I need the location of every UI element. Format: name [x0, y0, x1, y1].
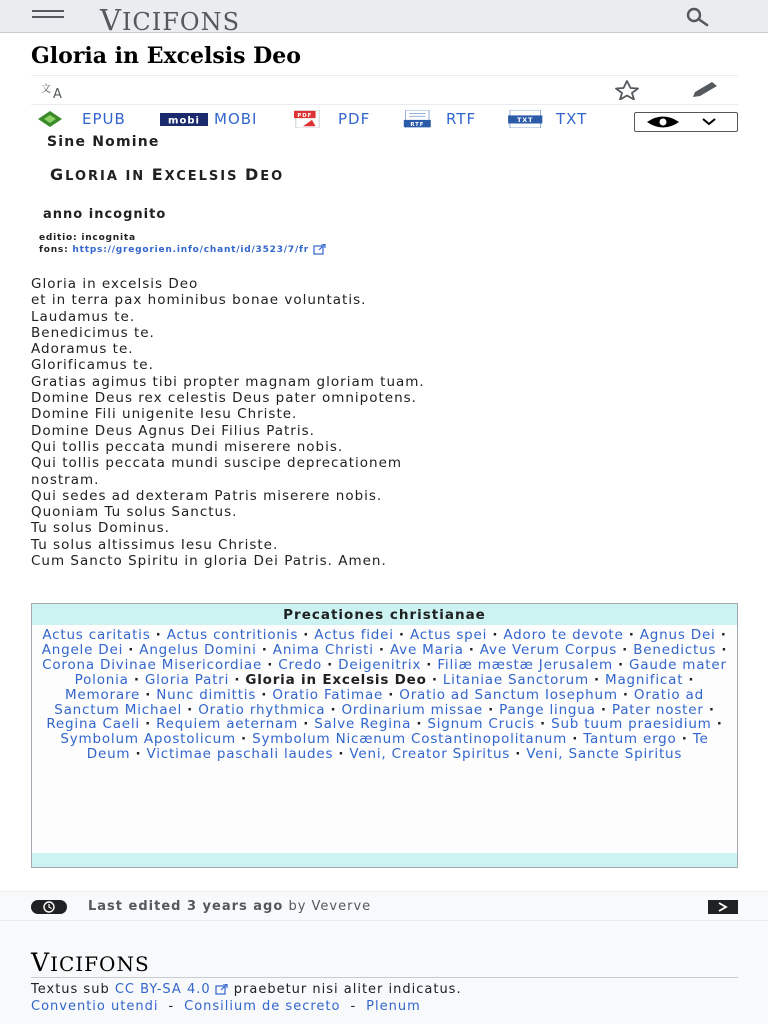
- navbox-separator: ·: [135, 746, 142, 763]
- export-rtf-label: RTF: [446, 110, 477, 128]
- export-mobi-link[interactable]: [160, 110, 257, 128]
- hymn-line: Adoramus te.: [31, 341, 134, 358]
- navbox-link[interactable]: Regina Caeli: [46, 716, 140, 733]
- footer: [0, 921, 768, 1024]
- hymn-line: Domine Fili unigenite Iesu Christe.: [31, 406, 298, 423]
- pdf-badge-text: PDF: [297, 113, 313, 120]
- export-rtf-link[interactable]: [400, 110, 476, 128]
- navbox-separator: ·: [261, 686, 268, 703]
- navbox-separator: ·: [303, 627, 310, 643]
- footer-separator: -: [350, 999, 357, 1014]
- hymn-line: Domine Deus rex celestis Deus pater omnipotens.: [31, 390, 417, 407]
- year-label: anno incognito: [43, 207, 167, 222]
- heading-part-xcelsis: XCELSIS: [164, 169, 245, 184]
- navbox-separator: ·: [431, 671, 438, 688]
- navbox-link[interactable]: Actus spei: [409, 627, 488, 643]
- actions-divider: [31, 104, 738, 105]
- navbox-separator: ·: [261, 641, 268, 658]
- navbox-link[interactable]: Victimae paschali laudes: [146, 746, 334, 763]
- footer-wordmark[interactable]: [31, 948, 150, 977]
- svg-text:文: 文: [41, 84, 51, 95]
- prayers-navbox: [31, 603, 738, 868]
- navbox-link[interactable]: Actus fidei: [314, 627, 394, 643]
- hymn-line: Gloria in excelsis Deo: [31, 276, 199, 292]
- navbox-separator: ·: [187, 701, 194, 718]
- last-edited-by: by: [288, 899, 307, 914]
- navbox-separator: ·: [128, 641, 135, 658]
- editio-label: editio:: [39, 233, 78, 243]
- last-edited-text: [88, 899, 371, 914]
- navbox-link[interactable]: Symbolum Nicænum Costantinopolitanum: [252, 731, 568, 748]
- hymn-line: Domine Deus Agnus Dei Filius Patris.: [31, 422, 315, 439]
- menu-icon[interactable]: [32, 10, 66, 24]
- hymn-line: Gratias agimus tibi propter magnam gloriam tuam.: [31, 373, 425, 390]
- epub-icon: [36, 110, 76, 128]
- footer-link-terms[interactable]: Conventio utendi: [31, 999, 159, 1014]
- fons-label: fons:: [39, 245, 69, 255]
- heading-part-loria: LORIA IN: [65, 169, 152, 184]
- editio-value: incognita: [81, 233, 136, 243]
- navbox-link[interactable]: Signum Crucis: [427, 716, 535, 733]
- hymn-line: Quoniam Tu solus Sanctus.: [31, 504, 238, 521]
- source-meta: [39, 232, 327, 256]
- navbox-link[interactable]: Litaniae Sanctorum: [442, 671, 589, 688]
- export-mobi-label: MOBI: [214, 110, 258, 128]
- navbox-separator: ·: [338, 746, 345, 763]
- navbox-link[interactable]: Ave Verum Corpus: [479, 641, 618, 658]
- pdf-icon: [292, 110, 332, 128]
- heading-initial-e: E: [151, 165, 165, 184]
- navbox-separator: ·: [133, 671, 140, 688]
- navbox-separator: ·: [716, 716, 723, 733]
- rtf-icon: [400, 110, 440, 128]
- footer-link-privacy[interactable]: Consilium de secreto: [184, 999, 341, 1014]
- export-txt-link[interactable]: [504, 110, 587, 128]
- footer-link-desktop[interactable]: Plenum: [366, 999, 421, 1014]
- hymn-text: [31, 276, 731, 569]
- hymn-line: Cum Sancto Spiritu in gloria Dei Patris. Amen.: [31, 553, 387, 570]
- navbox-separator: ·: [327, 656, 334, 673]
- last-edited-time: Last edited 3 years ago: [88, 899, 284, 914]
- license-text: [31, 982, 462, 997]
- footer-separator: -: [168, 999, 175, 1014]
- footer-wordmark-initial: V: [31, 948, 51, 977]
- navbox-separator: ·: [572, 731, 579, 748]
- navbox-separator: ·: [145, 716, 152, 733]
- navbox-separator: ·: [622, 686, 629, 703]
- navbox-link[interactable]: Actus contritionis: [166, 627, 299, 643]
- navbox-link[interactable]: Oratio ad Sanctum Iosephum: [399, 686, 618, 703]
- navbox-separator: ·: [155, 627, 162, 643]
- navbox-link[interactable]: Memorare: [64, 686, 141, 703]
- last-edited-user: Veverve: [311, 899, 372, 914]
- author-name: Sine Nomine: [47, 134, 160, 150]
- language-icon[interactable]: [40, 81, 80, 101]
- navbox-link[interactable]: Salve Regina: [314, 716, 412, 733]
- hymn-line: Glorificamus te.: [31, 357, 154, 374]
- chevron-right-icon: [708, 900, 738, 914]
- navbox-separator: ·: [720, 627, 727, 643]
- external-link-icon: [313, 244, 327, 255]
- navbox-separator: ·: [388, 686, 395, 703]
- navbox-separator: ·: [492, 627, 499, 643]
- navbox-separator: ·: [540, 716, 546, 733]
- hymn-line: Laudamus te.: [31, 308, 136, 325]
- navbox-link[interactable]: Tantum ergo: [583, 731, 677, 748]
- hymn-line: Tu solus altissimus Iesu Christe.: [31, 536, 279, 553]
- hymn-line: Qui tollis peccata mundi miserere nobis.: [31, 438, 344, 455]
- navbox-link[interactable]: Adoro te devote: [503, 627, 624, 643]
- page-title: Gloria in Excelsis Deo: [31, 43, 301, 69]
- hymn-line: nostram.: [31, 471, 100, 488]
- top-bar: [0, 0, 768, 37]
- navbox-separator: ·: [628, 627, 635, 643]
- heading-initial-g: G: [50, 165, 66, 184]
- navbox-separator: ·: [515, 746, 522, 763]
- navbox-link[interactable]: Nunc dimittis: [156, 686, 257, 703]
- navbox-separator: ·: [721, 641, 728, 658]
- navbox-link[interactable]: Filiæ mæstæ Jerusalem: [437, 656, 613, 673]
- footer-wordmark-rest: ICIFONS: [50, 952, 150, 976]
- navbox-separator: ·: [593, 671, 600, 688]
- export-txt-label: TXT: [556, 110, 588, 128]
- eye-icon: [643, 113, 683, 131]
- navbox-link[interactable]: Magnificat: [605, 671, 684, 688]
- navbox-separator: ·: [267, 656, 274, 673]
- export-pdf-label: PDF: [338, 110, 371, 128]
- heading-initial-d: D: [245, 165, 261, 184]
- hymn-line: Qui sedes ad dexteram Patris miserere nobis.: [31, 487, 383, 504]
- last-edited-bar[interactable]: [0, 891, 768, 921]
- navbox-link[interactable]: Gaude mater Polonia: [74, 656, 727, 688]
- navbox-link[interactable]: Credo: [278, 656, 323, 673]
- navbox-link[interactable]: Symbolum Apostolicum: [60, 731, 236, 748]
- view-options-dropdown[interactable]: [634, 112, 738, 132]
- navbox-link[interactable]: Oratio Fatimae: [272, 686, 384, 703]
- work-heading: [50, 165, 284, 184]
- navbox-separator: ·: [416, 716, 423, 733]
- navbox-separator: ·: [145, 686, 152, 703]
- wordmark-initial: V: [100, 3, 122, 37]
- title-divider: [31, 75, 738, 76]
- license-prefix: Textus sub: [31, 982, 115, 997]
- edit-pencil-icon[interactable]: [690, 80, 724, 100]
- export-epub-label: EPUB: [82, 110, 126, 128]
- fons-line: [39, 244, 327, 256]
- export-bar: [36, 108, 636, 130]
- license-suffix: praebetur nisi aliter indicatus.: [228, 982, 462, 997]
- svg-text:A: A: [53, 87, 62, 101]
- navbox-link[interactable]: Veni, Sancte Spiritus: [526, 746, 683, 763]
- mobi-icon: [160, 110, 208, 128]
- export-epub-link[interactable]: [36, 110, 126, 128]
- navbox-separator: ·: [330, 701, 337, 718]
- navbox-link[interactable]: Pange lingua: [499, 701, 596, 718]
- navbox-link[interactable]: Corona Divinae Misericordiae: [42, 656, 263, 673]
- navbox-link[interactable]: Te Deum: [86, 731, 709, 763]
- navbox-separator: ·: [398, 627, 405, 643]
- hymn-line: Tu solus Dominus.: [31, 520, 170, 537]
- chevron-down-icon: [699, 113, 719, 131]
- navbox-link[interactable]: Benedictus: [633, 641, 717, 658]
- navbox-link[interactable]: Deigenitrix: [338, 656, 422, 673]
- site-wordmark[interactable]: [100, 3, 240, 37]
- navbox-link[interactable]: Sub tuum praesidium: [551, 716, 712, 733]
- navbox-list: [32, 626, 737, 762]
- navbox-link[interactable]: Gloria Patri: [144, 671, 230, 688]
- hymn-line: Qui tollis peccata mundi suscipe deprecationem: [31, 455, 403, 472]
- watch-star-icon[interactable]: [610, 80, 644, 100]
- navbox-footer: [32, 853, 737, 867]
- navbox-separator: ·: [708, 701, 715, 718]
- navbox-link[interactable]: Agnus Dei: [639, 627, 716, 643]
- navbox-link[interactable]: Oratio ad Sanctum Michael: [54, 686, 704, 718]
- navbox-separator: ·: [488, 701, 495, 718]
- license-link[interactable]: CC BY-SA 4.0: [114, 982, 211, 997]
- navbox-separator: ·: [426, 656, 433, 673]
- navbox-link[interactable]: Angelus Domini: [139, 641, 257, 658]
- navbox-link[interactable]: Ordinarium missae: [341, 701, 484, 718]
- navbox-separator: ·: [378, 641, 385, 658]
- navbox-link[interactable]: Anima Christi: [272, 641, 374, 658]
- footer-divider: [31, 977, 738, 978]
- navbox-separator: ·: [600, 701, 607, 718]
- hymn-line: Benedicimus te.: [31, 324, 155, 341]
- fons-link[interactable]: https://gregorien.info/chant/id/3523/7/fr: [72, 245, 309, 255]
- editio-line: [39, 232, 327, 244]
- search-icon[interactable]: [682, 6, 714, 28]
- navbox-separator: ·: [468, 641, 475, 658]
- mobi-badge-text: mobi: [168, 115, 200, 127]
- navbox-separator: ·: [241, 731, 247, 748]
- navbox-separator: ·: [688, 671, 695, 688]
- navbox-separator: ·: [234, 671, 241, 688]
- navbox-separator: ·: [681, 731, 688, 748]
- hymn-line: et in terra pax hominibus bonae voluntatis.: [31, 292, 367, 309]
- navbox-link[interactable]: Pater noster: [611, 701, 704, 718]
- wordmark-rest: ICIFONS: [121, 8, 241, 36]
- navbox-link[interactable]: Angele Dei: [41, 641, 124, 658]
- export-pdf-link[interactable]: [292, 110, 370, 128]
- navbox-link[interactable]: Oratio rhythmica: [198, 701, 326, 718]
- external-link-icon: [215, 984, 229, 995]
- navbox-separator: ·: [622, 641, 629, 658]
- navbox-current-item: Gloria in Excelsis Deo: [245, 671, 427, 688]
- navbox-title: Precationes christianae: [32, 604, 737, 626]
- txt-icon: [504, 110, 550, 128]
- navbox-link[interactable]: Requiem aeternam: [156, 716, 299, 733]
- navbox-separator: ·: [618, 656, 624, 673]
- heading-part-eo: EO: [260, 169, 285, 184]
- txt-badge-text: TXT: [517, 117, 534, 125]
- navbox-link[interactable]: Ave Maria: [389, 641, 464, 658]
- navbox-link[interactable]: Actus caritatis: [42, 627, 151, 643]
- footer-links: [31, 999, 421, 1014]
- rtf-badge-text: RTF: [410, 121, 425, 128]
- navbox-link[interactable]: Veni, Creator Spiritus: [349, 746, 511, 763]
- navbox-separator: ·: [303, 716, 310, 733]
- history-icon: [31, 899, 67, 915]
